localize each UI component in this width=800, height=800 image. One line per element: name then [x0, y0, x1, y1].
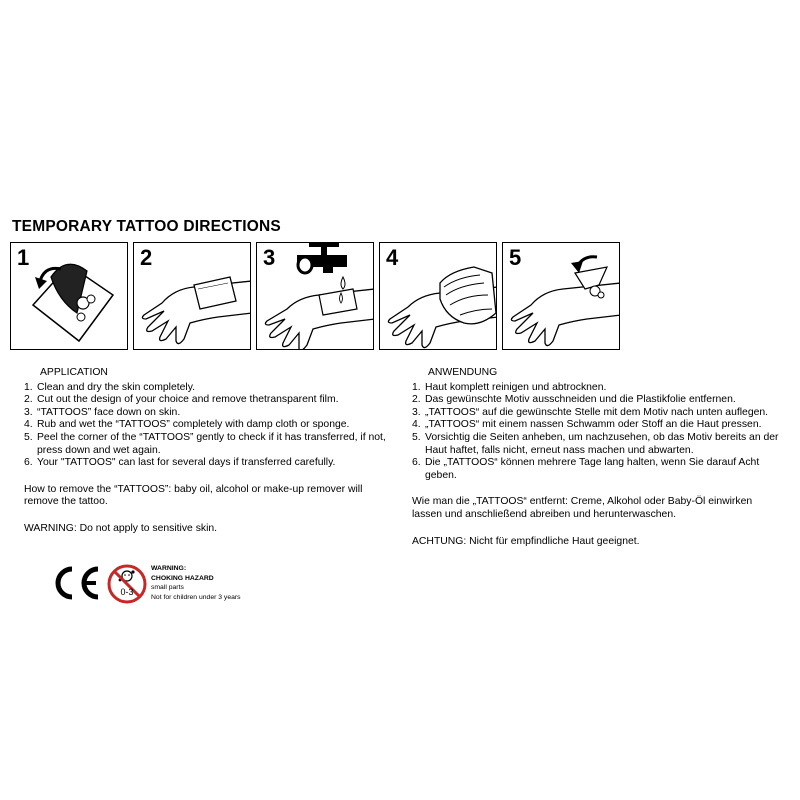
step-5-panel: [502, 242, 620, 350]
list-item: 2. Cut out the design of your choice and remove thetransparent film.: [24, 394, 339, 406]
list-item: 1. Haut komplett reinigen und abtrocknen.: [412, 381, 607, 393]
step-number: 1: [17, 245, 30, 270]
step-1-panel: [10, 242, 128, 350]
list-item: 3. “TATTOOS” face down on skin.: [24, 406, 181, 418]
list-item: 4. „TATTOOS“ mit einem nassen Schwamm oder Stoff an die Haut pressen.: [412, 419, 762, 431]
list-item: 2. Das gewünschte Motiv ausschneiden und die Plastikfolie entfernen.: [412, 394, 736, 406]
step-number: 3: [263, 245, 276, 270]
step-number: 2: [140, 245, 153, 270]
warning-text: WARNING: Do not apply to sensitive skin.: [24, 522, 218, 534]
list-item: 6. Die „TATTOOS“ können mehrere Tage lang halten, wenn Sie darauf Acht geben.: [412, 457, 760, 481]
ce-mark-icon: [50, 563, 102, 603]
anwendung-steps: [412, 382, 782, 483]
step-number: 5: [509, 245, 522, 270]
list-item: 1. Clean and dry the skin completely.: [24, 381, 196, 393]
list-item: 5. Vorsichtig die Seiten anheben, um nachzusehen, ob das Motiv bereits an der Haut haftet, falls nicht, erneut nass machen und abwarten.: [412, 431, 779, 456]
german-instructions: [412, 367, 782, 548]
step-4-panel: [379, 242, 497, 350]
list-item: 5. Peel the corner of the “TATTOOS” gently to check if it has transferred, if not, press down and wet again.: [24, 431, 386, 456]
page-title: TEMPORARY TATTOO DIRECTIONS: [12, 218, 281, 235]
list-item: 3. „TATTOOS“ auf die gewünschte Stelle mit dem Motiv nach unten auflegen.: [412, 406, 769, 418]
step-3-panel: [256, 242, 374, 350]
anwendung-heading: ANWENDUNG: [428, 367, 498, 378]
age-label: 0-3: [120, 587, 134, 597]
warning-text: ACHTUNG: Nicht für empfindliche Haut geeignet.: [412, 535, 640, 547]
step-2-panel: [133, 242, 251, 350]
step-number: 4: [386, 245, 399, 270]
list-item: 6. Your "TATTOOS" can last for several days if transferred carefully.: [24, 457, 336, 469]
removal-instructions: Wie man die „TATTOOS“ entfernt: Creme, Alkohol oder Baby-Öl einwirken lassen und anschließend abreiben und herunterwaschen.: [412, 496, 753, 520]
removal-instructions: How to remove the “TATTOOS”: baby oil, alcohol or make-up remover will remove the tattoo.: [24, 483, 363, 508]
choking-hazard-warning: WARNING: CHOKING HAZARD small parts Not for children under 3 years: [151, 565, 241, 601]
english-instructions: [24, 367, 394, 536]
application-heading: APPLICATION: [40, 367, 108, 378]
application-steps: [24, 382, 394, 470]
list-item: 4. Rub and wet the “TATTOOS” completely with damp cloth or sponge.: [24, 419, 350, 431]
no-under-3-icon: [106, 560, 148, 608]
